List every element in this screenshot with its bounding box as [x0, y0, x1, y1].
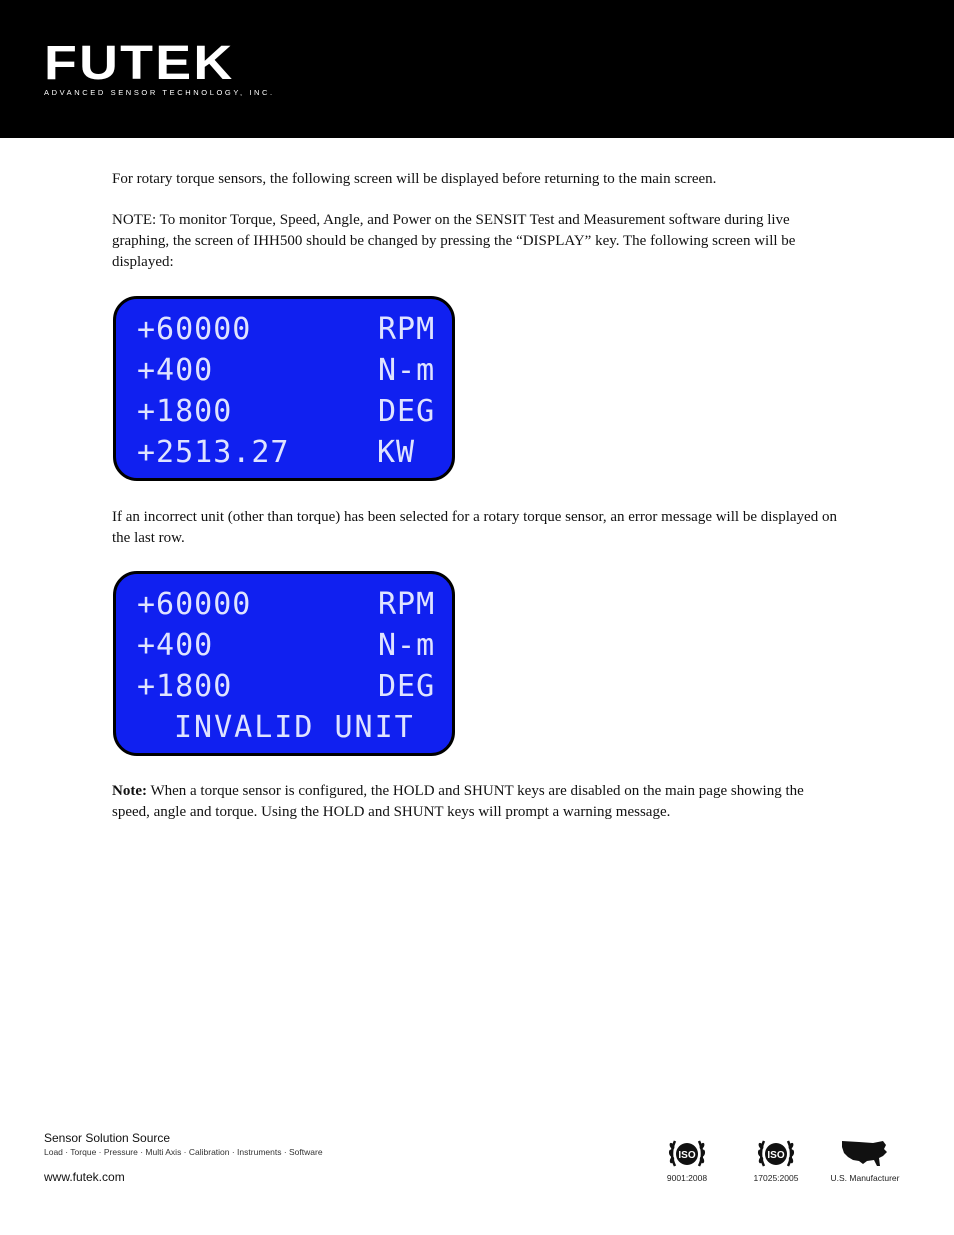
- logo-tagline: ADVANCED SENSOR TECHNOLOGY, INC.: [44, 88, 275, 97]
- footer-product-list: Load · Torque · Pressure · Multi Axis · Calibration · Instruments · Software: [44, 1147, 323, 1157]
- lcd-row-angle: [116, 391, 452, 432]
- lcd-value: +1800: [137, 669, 233, 704]
- header-band: [0, 0, 954, 138]
- note-label: Note:: [112, 783, 147, 799]
- iso-laurel-icon: [667, 1136, 707, 1170]
- lcd-value: +60000: [137, 587, 252, 622]
- lcd-unit: KW: [377, 435, 416, 470]
- lcd-unit: RPM: [378, 312, 436, 347]
- lcd-value: +400: [137, 628, 214, 663]
- lcd-unit: N-m: [378, 353, 436, 388]
- lcd-value: +60000: [137, 312, 252, 347]
- paragraph-invalid-unit: If an incorrect unit (other than torque) has been selected for a rotary torque sensor, an error message will be displayed on the last row.: [112, 509, 837, 546]
- lcd-row-torque: [116, 350, 452, 391]
- svg-text:ISO: ISO: [678, 1150, 696, 1161]
- lcd-value: +2513.27: [137, 435, 290, 470]
- lcd-value: +1800: [137, 394, 233, 429]
- iso-17025-badge: [741, 1136, 811, 1183]
- iso-laurel-icon: [756, 1136, 796, 1170]
- svg-text:ISO: ISO: [767, 1150, 785, 1161]
- futek-logo: [44, 37, 275, 97]
- note-text: When a torque sensor is configured, the HOLD and SHUNT keys are disabled on the main page showing the speed, angle and torque. Using the HOLD and SHUNT keys will prompt a warning message.: [112, 783, 804, 820]
- iso-9001-badge: [652, 1136, 722, 1183]
- lcd-value: +400: [137, 353, 214, 388]
- lcd-row-error: [116, 707, 452, 748]
- logo-wordmark: FUTEK: [44, 37, 235, 90]
- lcd-row-speed: [116, 309, 452, 350]
- footer-website-link[interactable]: www.futek.com: [44, 1170, 125, 1184]
- paragraph-rotary-intro: For rotary torque sensors, the following screen will be displayed before returning to the main screen.: [112, 171, 717, 187]
- lcd-row-torque: [116, 625, 452, 666]
- usa-map-icon: [839, 1136, 891, 1170]
- lcd-error-message: INVALID UNIT: [174, 710, 415, 745]
- lcd-row-power: [116, 432, 452, 473]
- lcd-row-angle: [116, 666, 452, 707]
- paragraph-display-note: NOTE: To monitor Torque, Speed, Angle, and Power on the SENSIT Test and Measurement software during live graphing, the screen of IHH500 should be changed by pressing the “DISPLAY” key. The following screen will be displayed:: [112, 212, 796, 270]
- lcd-unit: N-m: [378, 628, 436, 663]
- lcd-row-speed: [116, 584, 452, 625]
- lcd-unit: RPM: [378, 587, 436, 622]
- lcd-unit: DEG: [378, 669, 436, 704]
- footer-title: Sensor Solution Source: [44, 1131, 171, 1145]
- cert-label: U.S. Manufacturer: [830, 1173, 900, 1183]
- lcd-display-readings: [113, 296, 455, 481]
- lcd-display-error: [113, 571, 455, 756]
- cert-label: 17025:2005: [753, 1173, 799, 1183]
- cert-label: 9001:2008: [666, 1173, 708, 1183]
- us-manufacturer-badge: [823, 1136, 907, 1183]
- paragraph-hold-shunt-note: [112, 781, 842, 823]
- lcd-unit: DEG: [378, 394, 436, 429]
